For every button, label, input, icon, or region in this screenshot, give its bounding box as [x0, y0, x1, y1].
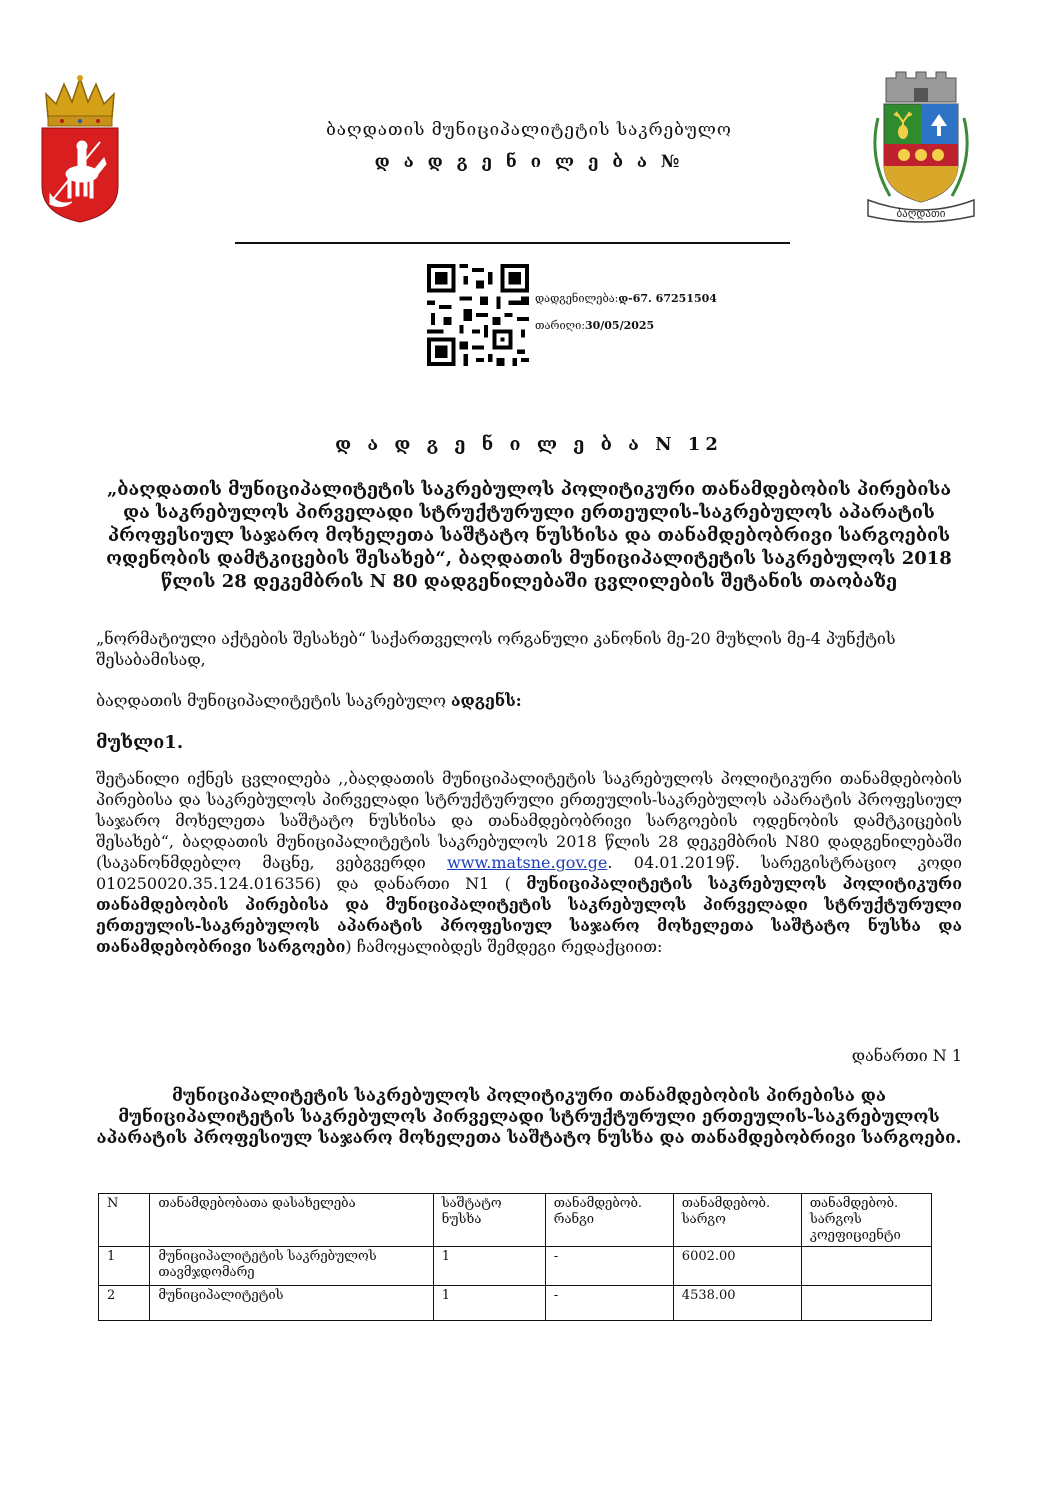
table-header-cell: თანამდებობ. სარგო	[673, 1194, 801, 1247]
table-cell: 2	[99, 1286, 150, 1321]
resolution-subject: „ბაღდათის მუნიციპალიტეტის საკრებულოს პოლიტიკური თანამდებობის პირებისა და საკრებულოს პირველადი სტრუქტურული ერთეულის-საკრებულოს აპარატის პროფესიულ საჯარო მოხელეთა საშტატო ნუსხისა და თანამდებობრივი სარგოების ოდენობის დამტკიცების შესახებ“, ბაღდათის მუნიციპალიტეტის საკრებულოს 2018 წლის 28 დეკემბრის N 80 დადგენილებაში ცვლილების შეტანის თაობაზე	[106, 479, 952, 592]
registration-number-label: დადგენილება:	[535, 292, 619, 305]
header-divider	[235, 242, 790, 244]
table-row	[99, 1286, 932, 1321]
georgia-coat-of-arms-icon	[38, 74, 122, 224]
registration-number-value: დ-67. 67251504	[618, 292, 717, 305]
article-heading: მუხლი1.	[96, 732, 184, 753]
table-row	[99, 1247, 932, 1286]
table-cell: 6002.00	[673, 1247, 801, 1286]
decides-text: ბაღდათის მუნიციპალიტეტის საკრებულო	[96, 691, 451, 710]
council-title: ბაღდათის მუნიციპალიტეტის საკრებულო	[326, 120, 732, 140]
annex-label: დანართი N 1	[851, 1046, 962, 1065]
decides-bold: ადგენს:	[451, 691, 522, 710]
table-cell	[801, 1247, 931, 1286]
article-body-bold: მუნიციპალიტეტის საკრებულოს პოლიტიკური თანამდებობის პირებისა და მუნიციპალიტეტის საკრებულოს პირველადი სტრუქტურული ერთეულის-საკრებულოს აპარატის პროფესიულ საჯარო მოხელეთა საშტატო ნუსხა და თანამდებობრივი სარგოები	[96, 874, 963, 956]
table-cell: -	[545, 1247, 673, 1286]
annex-title: მუნიციპალიტეტის საკრებულოს პოლიტიკური თანამდებობის პირებისა და მუნიციპალიტეტის საკრებულოს პირველადი სტრუქტურული ერთეულის-საკრებულოს აპარატის პროფესიულ საჯარო მოხელეთა საშტატო ნუსხა და თანამდებობრივი სარგოები.	[96, 1086, 962, 1148]
table-cell: მუნიციპალიტეტის საკრებულოს თავმჯდომარე	[150, 1247, 433, 1286]
emblem-ribbon-text: ბაღდათი	[896, 207, 946, 220]
table-cell: 1	[433, 1286, 545, 1321]
registration-date-label: თარიღი:	[535, 319, 585, 332]
table-header-cell: თანამდებობ. სარგოს კოეფიციენტი	[801, 1194, 931, 1247]
resolution-title: დ ა დ გ ე ნ ი ლ ე ბ ა N 12	[335, 434, 723, 455]
article-body-part3: ) ჩამოყალიბდეს შემდეგი რედაქციით:	[345, 937, 663, 956]
table-cell: -	[545, 1286, 673, 1321]
table-cell	[801, 1286, 931, 1321]
table-cell: 1	[433, 1247, 545, 1286]
baghdati-coat-of-arms-icon	[860, 68, 982, 228]
legal-basis-paragraph: „ნორმატიული აქტების შესახებ“ საქართველოს ორგანული კანონის მე-20 მუხლის მე-4 პუნქტის შესაბამისად,	[96, 629, 896, 669]
staff-table	[98, 1193, 932, 1321]
registration-date-value: 30/05/2025	[584, 319, 655, 332]
article-body-part2: . 04.01.2019წ. სარეგისტრაციო კოდი 010250020.35.124.016356) და დანართი N1 (	[96, 853, 963, 893]
table-header-row	[99, 1194, 932, 1247]
matsne-link[interactable]: www.matsne.gov.ge	[447, 853, 608, 872]
table-header-cell: საშტატო ნუსხა	[433, 1194, 545, 1247]
article-body-part1: შეტანილი იქნეს ცვლილება ,,ბაღდათის მუნიციპალიტეტის საკრებულოს პოლიტიკური თანამდებობის პირებისა და საკრებულოს პირველადი სტრუქტურული ერთეულის-საკრებულოს აპარატის პროფესიულ საჯარო მოხელეთა საშტატო ნუსხისა და თანამდებობრივი სარგოების ოდენობის დამტკიცების შესახებ“, ბაღდათის მუნიციპალიტეტის საკრებულოს 2018 წლის 28 დეკემბრის N80 დადგენილებაში (საკანონმდებლო მაცნე, ვებგვერდი	[96, 769, 962, 872]
registration-number	[535, 292, 717, 305]
table-header-cell: თანამდებობათა დასახელება	[150, 1194, 433, 1247]
decides-paragraph	[96, 690, 962, 711]
table-header-cell: თანამდებობ. რანგი	[545, 1194, 673, 1247]
qr-code-icon	[427, 263, 529, 367]
table-cell: 1	[99, 1247, 150, 1286]
table-cell: 4538.00	[673, 1286, 801, 1321]
article-body	[96, 768, 962, 957]
table-cell: მუნიციპალიტეტის	[150, 1286, 433, 1321]
table-header-cell: N	[99, 1194, 150, 1247]
resolution-heading: დ ა დ გ ე ნ ი ლ ე ბ ა №	[374, 152, 684, 172]
registration-date	[535, 319, 654, 332]
